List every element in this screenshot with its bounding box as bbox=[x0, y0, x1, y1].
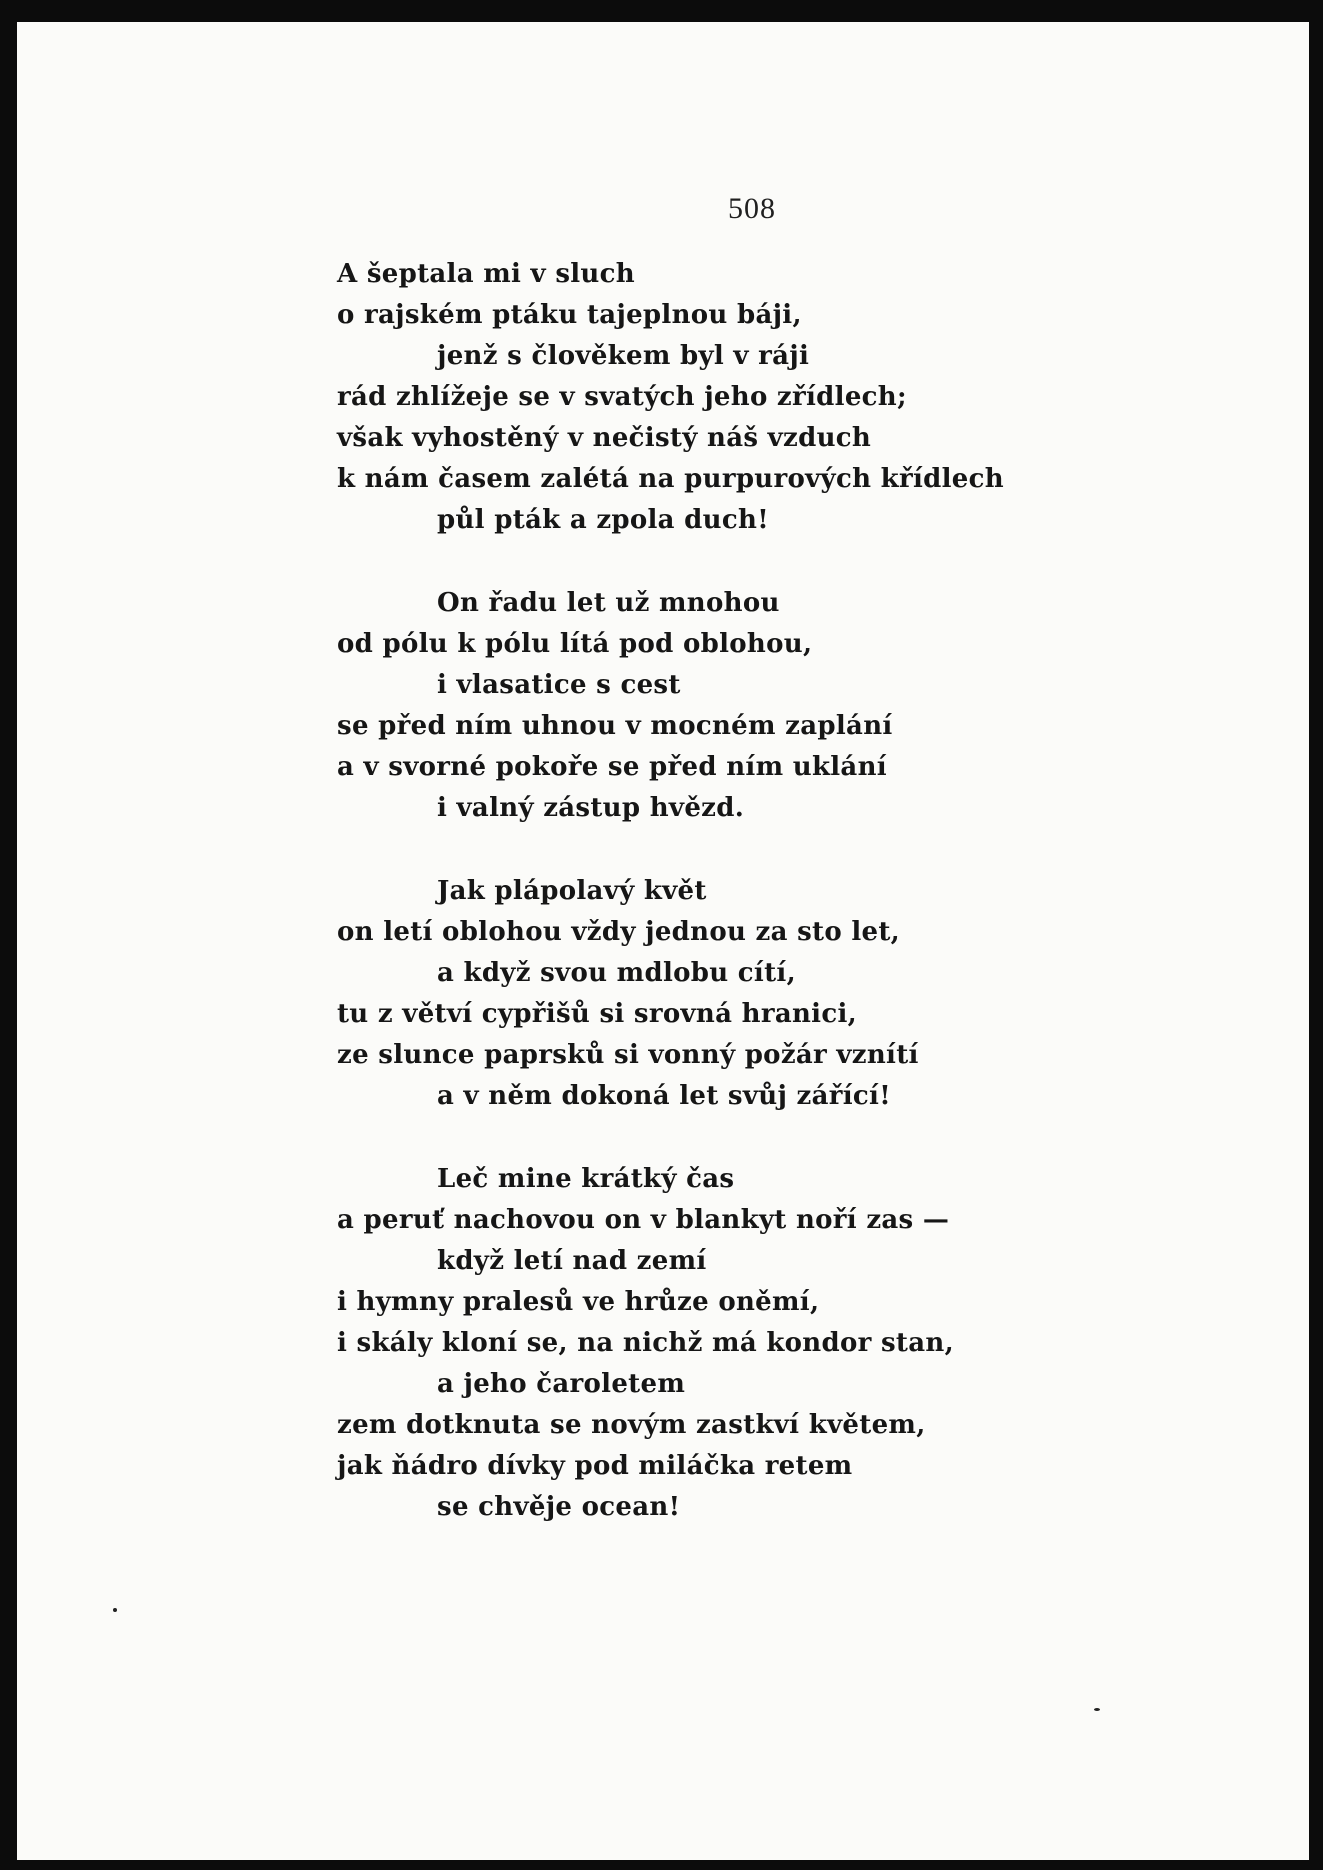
verse-line: a když svou mdlobu cítí, bbox=[437, 958, 796, 988]
verse-line: však vyhostěný v nečistý náš vzduch bbox=[337, 423, 872, 453]
verse-line: i valný zástup hvězd. bbox=[437, 793, 745, 823]
verse-line: i skály kloní se, na nichž má kondor stan, bbox=[337, 1328, 954, 1358]
verse-line: zem dotknuta se novým zastkví květem, bbox=[337, 1410, 926, 1440]
verse-line: jak ňádro dívky pod miláčka retem bbox=[337, 1451, 853, 1481]
print-speck bbox=[1094, 1708, 1100, 1711]
verse-line: ze slunce paprsků si vonný požár vznítí bbox=[337, 1040, 919, 1070]
verse-line: a v něm dokoná let svůj zářící! bbox=[437, 1081, 891, 1111]
stanza bbox=[337, 583, 1277, 829]
print-speck bbox=[113, 1608, 117, 1612]
verse-line: i hymny pralesů ve hrůze oněmí, bbox=[337, 1287, 820, 1317]
verse-line: jenž s člověkem byl v ráji bbox=[437, 341, 810, 371]
verse-line: rád zhlížeje se v svatých jeho zřídlech; bbox=[337, 382, 907, 412]
verse-line: od pólu k pólu lítá pod oblohou, bbox=[337, 629, 813, 659]
verse-line: se chvěje ocean! bbox=[437, 1492, 681, 1522]
verse-line: a v svorné pokoře se před ním uklání bbox=[337, 752, 887, 782]
verse-line: On řadu let už mnohou bbox=[437, 588, 780, 618]
verse-line: půl pták a zpola duch! bbox=[437, 505, 769, 535]
verse-line: A šeptala mi v sluch bbox=[337, 259, 635, 289]
poem-body bbox=[337, 254, 1277, 1570]
verse-line: se před ním uhnou v mocném zaplání bbox=[337, 711, 893, 741]
verse-line: a jeho čaroletem bbox=[437, 1369, 686, 1399]
page-number: 508 bbox=[728, 192, 776, 225]
verse-line: Leč mine krátký čas bbox=[437, 1164, 735, 1194]
stanza bbox=[337, 1159, 1277, 1528]
verse-line: k nám časem zalétá na purpurových křídlech bbox=[337, 464, 1004, 494]
verse-line: on letí oblohou vždy jednou za sto let, bbox=[337, 917, 901, 947]
stanza bbox=[337, 871, 1277, 1117]
verse-line: i vlasatice s cest bbox=[437, 670, 681, 700]
verse-line: tu z větví cypřišů si srovná hranici, bbox=[337, 999, 858, 1029]
verse-line: o rajském ptáku tajeplnou báji, bbox=[337, 300, 802, 330]
verse-line: když letí nad zemí bbox=[437, 1246, 707, 1276]
verse-line: Jak plápolavý květ bbox=[437, 876, 707, 906]
verse-line: a peruť nachovou on v blankyt noří zas — bbox=[337, 1205, 950, 1235]
stanza bbox=[337, 254, 1277, 541]
